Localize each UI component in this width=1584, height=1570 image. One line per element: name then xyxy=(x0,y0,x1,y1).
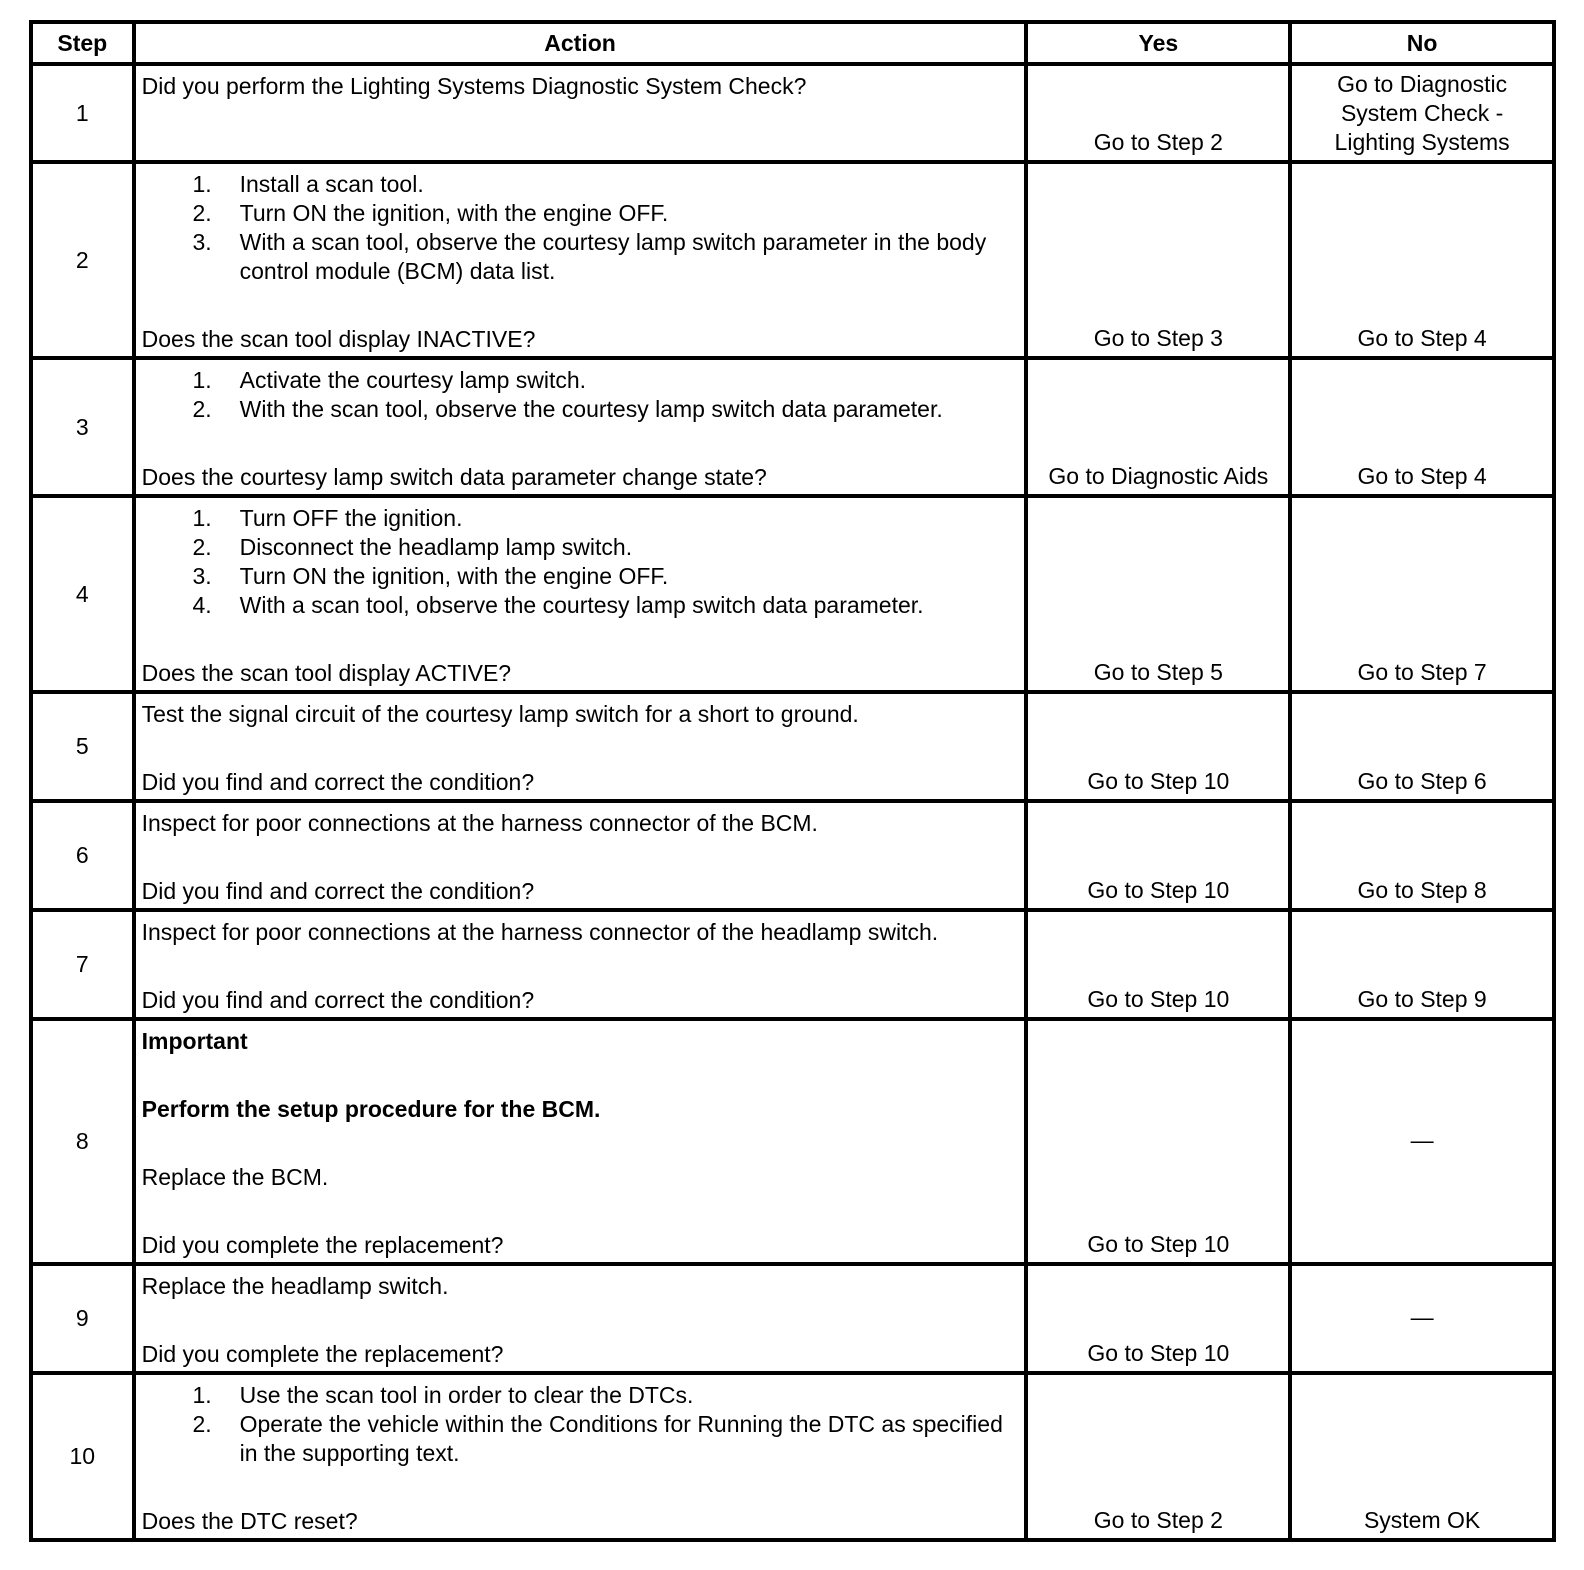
yes-cell: Go to Step 2 xyxy=(1026,64,1290,162)
step-number: 4 xyxy=(31,496,134,692)
table-row xyxy=(31,801,1554,910)
step-number: 8 xyxy=(31,1019,134,1264)
yes-cell: Go to Step 10 xyxy=(1026,801,1290,910)
yes-cell: Go to Step 2 xyxy=(1026,1373,1290,1540)
table-row xyxy=(31,1264,1554,1373)
table-row xyxy=(31,496,1554,692)
no-cell: Go to Step 8 xyxy=(1290,801,1554,910)
action-cell xyxy=(134,496,1027,692)
action-question: Does the scan tool display INACTIVE? xyxy=(141,326,536,352)
list-item: 1. Activate the courtesy lamp switch. xyxy=(192,367,587,393)
header-action: Action xyxy=(134,22,1027,64)
action-text: Replace the headlamp switch. xyxy=(141,1273,449,1299)
action-steps xyxy=(142,170,1019,286)
action-cell xyxy=(134,64,1027,162)
header-row xyxy=(31,22,1554,64)
yes-cell: Go to Step 10 xyxy=(1026,910,1290,1019)
no-cell: Go to Diagnostic System Check - Lighting Systems xyxy=(1290,64,1554,162)
action-question: Did you complete the replacement? xyxy=(141,1232,504,1258)
list-item: 4. With a scan tool, observe the courtesy lamp switch data parameter. xyxy=(192,592,924,618)
no-cell: — xyxy=(1290,1019,1554,1264)
list-item: 2. Operate the vehicle within the Conditions for Running the DTC as specified in the supporting text. xyxy=(192,1411,1003,1466)
yes-cell: Go to Diagnostic Aids xyxy=(1026,358,1290,496)
yes-cell: Go to Step 5 xyxy=(1026,496,1290,692)
list-item: 2. Turn ON the ignition, with the engine OFF. xyxy=(192,200,669,226)
no-cell: Go to Step 6 xyxy=(1290,692,1554,801)
action-cell xyxy=(134,358,1027,496)
list-item: 3. With a scan tool, observe the courtesy lamp switch parameter in the body control module (BCM) data list. xyxy=(192,229,987,284)
action-question: Did you complete the replacement? xyxy=(141,1341,504,1367)
step-number: 2 xyxy=(31,162,134,358)
action-cell xyxy=(134,1019,1027,1264)
yes-cell: Go to Step 10 xyxy=(1026,692,1290,801)
action-question: Did you find and correct the condition? xyxy=(141,769,535,795)
action-cell xyxy=(134,1264,1027,1373)
no-cell: Go to Step 4 xyxy=(1290,358,1554,496)
list-item: 2. Disconnect the headlamp lamp switch. xyxy=(192,534,633,560)
action-steps xyxy=(142,366,1019,424)
yes-cell: Go to Step 3 xyxy=(1026,162,1290,358)
action-question: Does the DTC reset? xyxy=(141,1508,358,1534)
table-row xyxy=(31,1019,1554,1264)
step-number: 5 xyxy=(31,692,134,801)
action-text: Inspect for poor connections at the harness connector of the BCM. xyxy=(141,810,818,836)
list-item: 1. Turn OFF the ignition. xyxy=(192,505,463,531)
header-no: No xyxy=(1290,22,1554,64)
action-cell xyxy=(134,910,1027,1019)
list-item: 3. Turn ON the ignition, with the engine OFF. xyxy=(192,563,669,589)
table-row xyxy=(31,910,1554,1019)
no-cell: — xyxy=(1290,1264,1554,1373)
important-label: Important xyxy=(141,1028,248,1054)
header-yes: Yes xyxy=(1026,22,1290,64)
table-row xyxy=(31,1373,1554,1540)
important-text: Perform the setup procedure for the BCM. xyxy=(141,1096,601,1122)
action-question: Did you find and correct the condition? xyxy=(141,878,535,904)
action-steps xyxy=(142,504,1019,620)
table-row xyxy=(31,692,1554,801)
no-cell: System OK xyxy=(1290,1373,1554,1540)
list-item: 2. With the scan tool, observe the courtesy lamp switch data parameter. xyxy=(192,396,943,422)
header-step: Step xyxy=(31,22,134,64)
list-item: 1. Use the scan tool in order to clear the DTCs. xyxy=(192,1382,694,1408)
step-number: 9 xyxy=(31,1264,134,1373)
list-item: 1. Install a scan tool. xyxy=(192,171,424,197)
action-cell xyxy=(134,801,1027,910)
no-cell: Go to Step 9 xyxy=(1290,910,1554,1019)
action-cell xyxy=(134,162,1027,358)
action-text: Test the signal circuit of the courtesy lamp switch for a short to ground. xyxy=(141,701,859,727)
action-question: Did you find and correct the condition? xyxy=(141,987,535,1013)
no-cell: Go to Step 7 xyxy=(1290,496,1554,692)
step-number: 7 xyxy=(31,910,134,1019)
step-number: 10 xyxy=(31,1373,134,1540)
no-cell: Go to Step 4 xyxy=(1290,162,1554,358)
table-row xyxy=(31,358,1554,496)
table-row xyxy=(31,162,1554,358)
action-question: Does the scan tool display ACTIVE? xyxy=(141,660,512,686)
action-text: Replace the BCM. xyxy=(141,1164,329,1190)
yes-cell: Go to Step 10 xyxy=(1026,1019,1290,1264)
table-row xyxy=(31,64,1554,162)
step-number: 6 xyxy=(31,801,134,910)
action-text: Inspect for poor connections at the harness connector of the headlamp switch. xyxy=(141,919,939,945)
yes-cell: Go to Step 10 xyxy=(1026,1264,1290,1373)
action-question: Does the courtesy lamp switch data parameter change state? xyxy=(141,464,767,490)
step-number: 1 xyxy=(31,64,134,162)
diagnostic-table xyxy=(29,20,1556,1542)
step-number: 3 xyxy=(31,358,134,496)
action-cell xyxy=(134,692,1027,801)
action-steps xyxy=(142,1381,1019,1468)
action-text: Did you perform the Lighting Systems Diagnostic System Check? xyxy=(141,73,807,99)
action-cell xyxy=(134,1373,1027,1540)
